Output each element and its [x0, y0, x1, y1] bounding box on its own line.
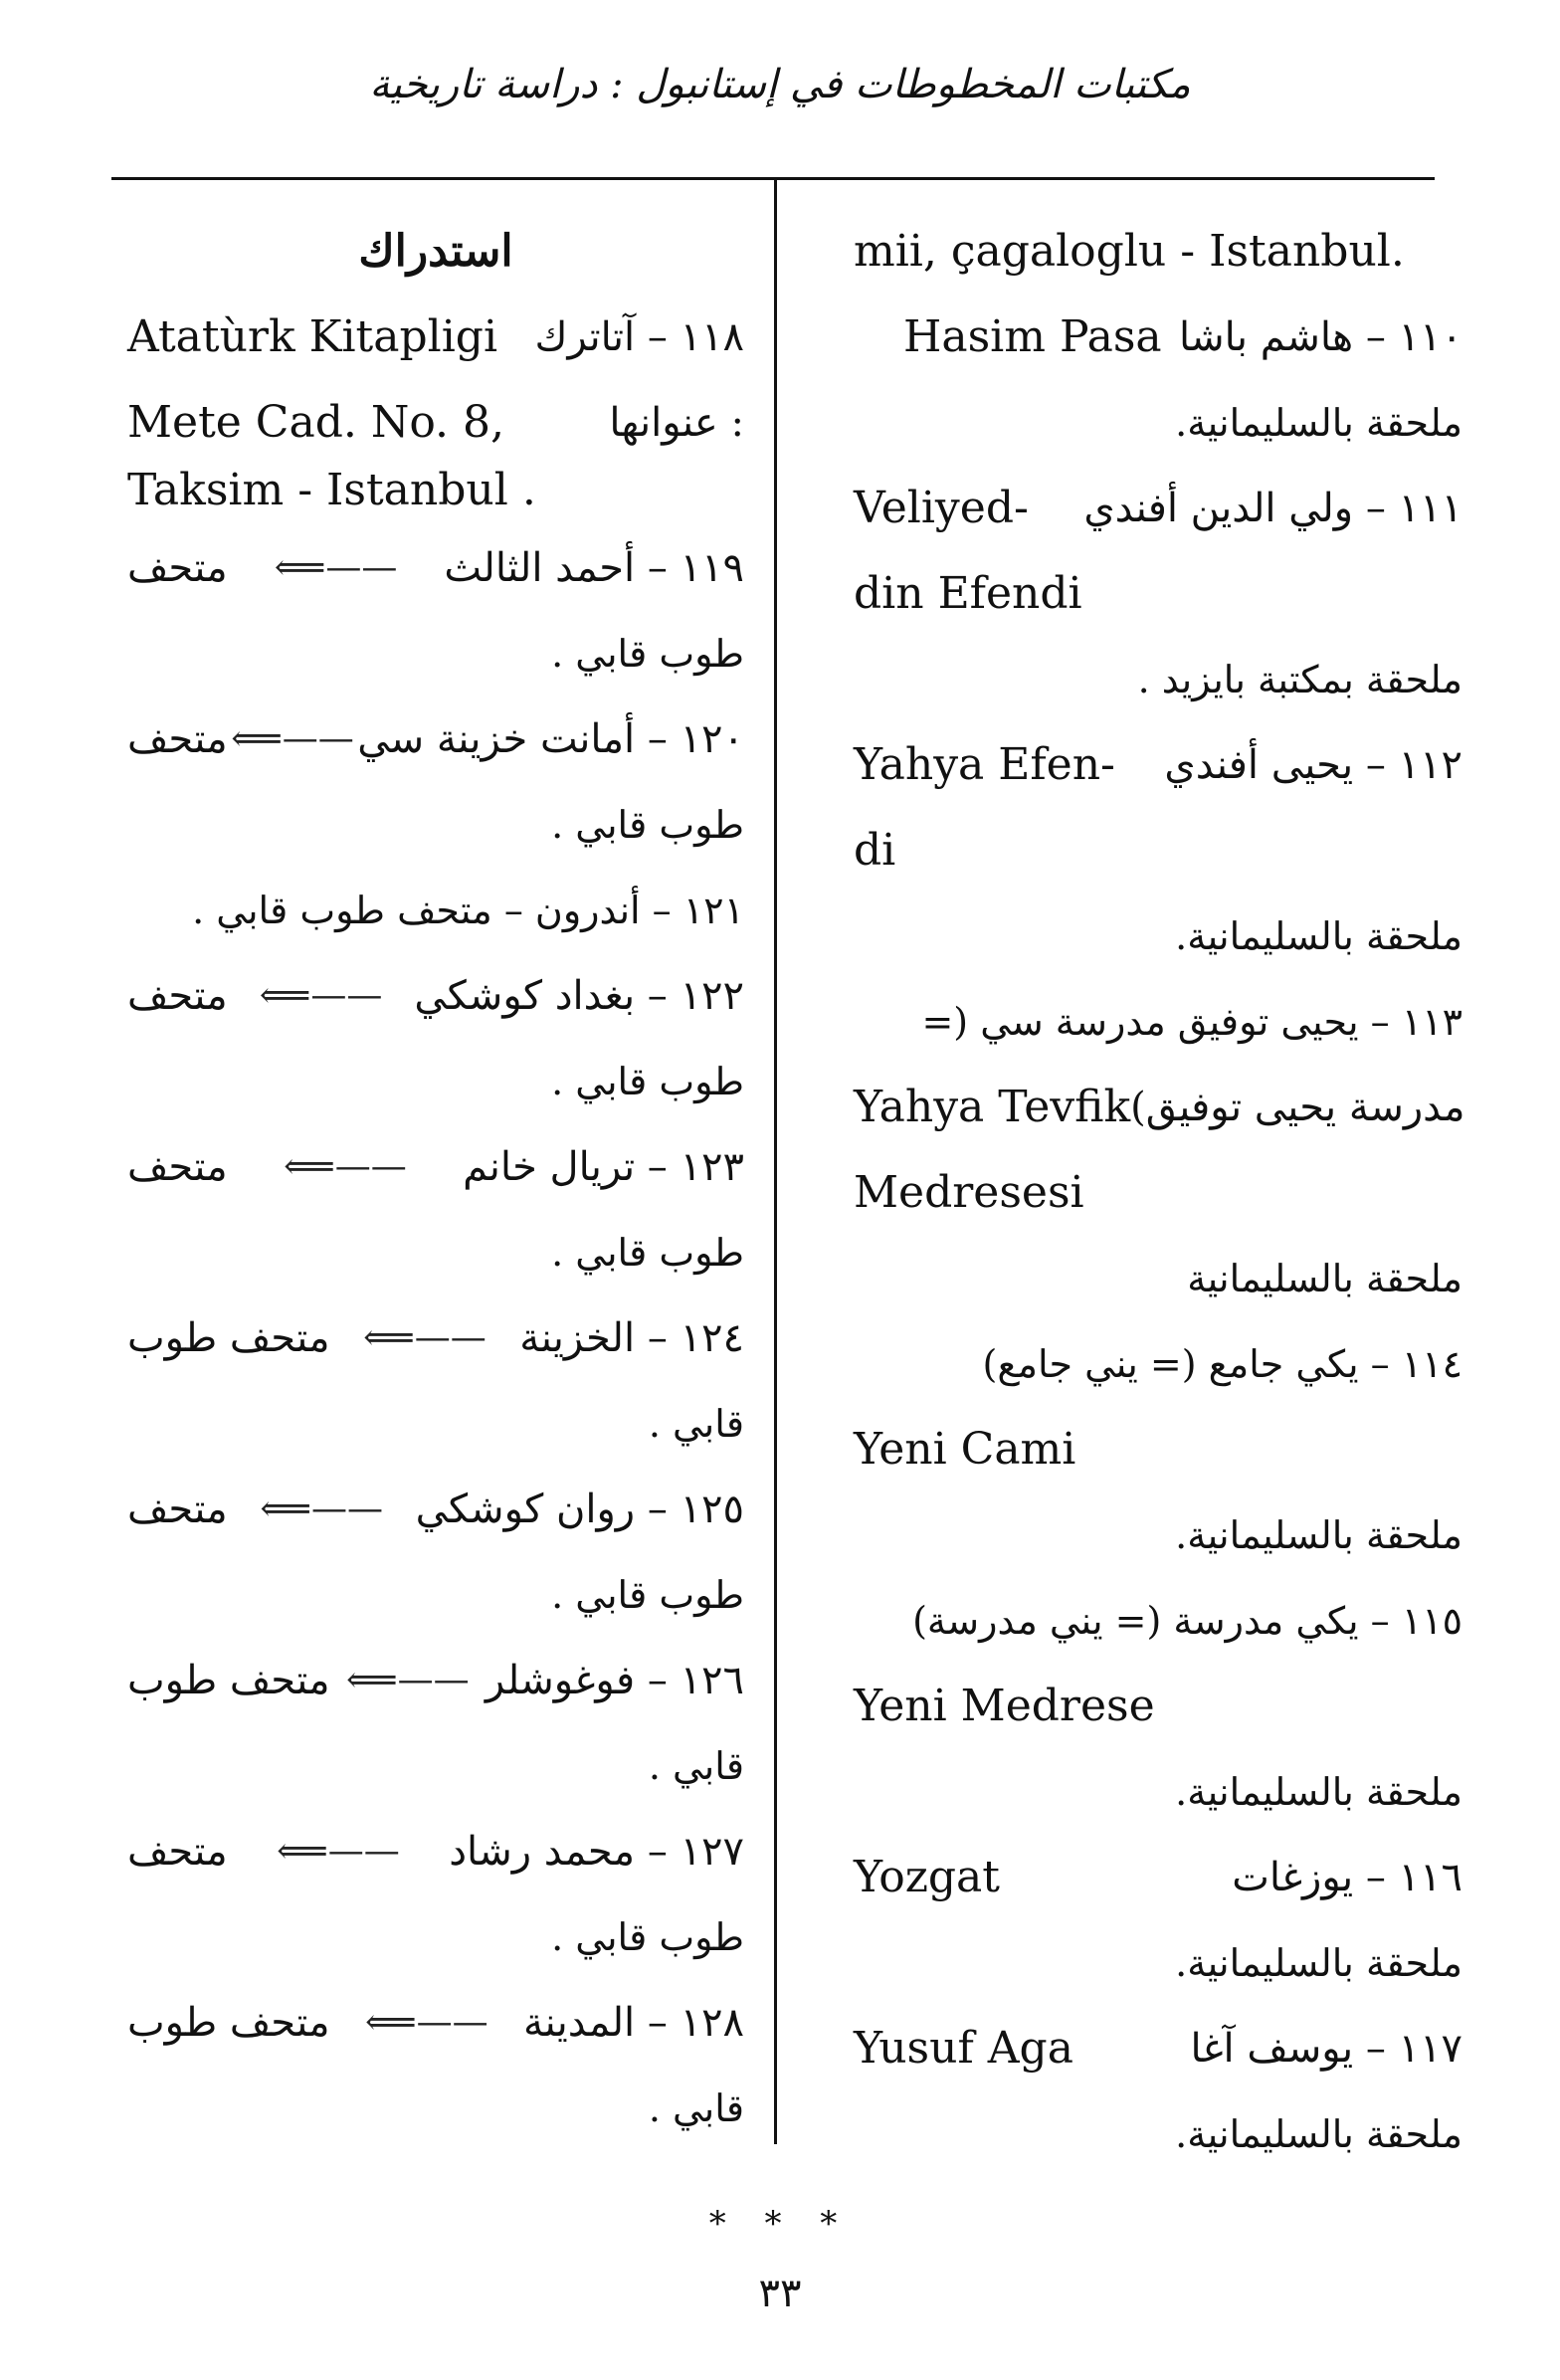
arrow-icon: ⟸——: [277, 1831, 400, 1872]
entry-latin-continued: di: [854, 825, 896, 876]
right-column: [854, 209, 1465, 2177]
entry-126: [127, 1638, 744, 1723]
entry-latin-name: Veliyed-: [854, 483, 1029, 533]
arrow-icon: ⟸——: [363, 1317, 487, 1358]
entry-continued: قابي .: [648, 1402, 744, 1446]
entry-117: [854, 2006, 1462, 2091]
entry-note: ملحقة بالسليمانية.: [1175, 1941, 1462, 1985]
entry-125: [127, 1467, 744, 1552]
entry-arabic-name: ١٢٥ – روان كوشكي: [415, 1487, 744, 1532]
entry-continued: طوب قابي .: [551, 1231, 744, 1275]
entry-continued: قابي .: [648, 1744, 744, 1788]
entry-continued: طوب قابي .: [551, 803, 744, 847]
entry-112: [854, 722, 1462, 808]
arrow-icon: ⟸——: [231, 718, 354, 759]
arrow-icon: ⟸——: [274, 547, 398, 588]
entry-destination: متحف: [127, 1487, 228, 1532]
running-header: مكتبات المخطوطات في إستانبول : دراسة تاريخية: [369, 62, 1191, 107]
entry-arabic-name: ١١٠ – هاشم باشا: [1178, 314, 1462, 360]
entry-111: [854, 466, 1462, 551]
entry-arabic-name: ١٢٣ – تريال خانم: [463, 1144, 744, 1190]
entry-124: [127, 1295, 744, 1381]
entry-note: ملحقة بالسليمانية.: [1175, 914, 1462, 958]
entry-destination: متحف: [127, 1829, 228, 1875]
arrow-icon: ⟸——: [345, 1660, 470, 1700]
entry-114: ١١٤ – يكي جامع (= يني جامع): [982, 1342, 1462, 1386]
entry-latin-name: Yeni Cami: [854, 1424, 1076, 1475]
entry-destination: متحف طوب: [127, 1315, 330, 1361]
entry-arabic-name: ١٢٧ – محمد رشاد: [449, 1829, 744, 1875]
entry-destination: متحف: [127, 1144, 228, 1190]
entry-arabic-name: ١١٧ – يوسف آغا: [1190, 2026, 1462, 2072]
entry-continued: قابي .: [648, 2086, 744, 2130]
entry-arabic-name: ١١٨ – آتاترك: [534, 314, 744, 360]
address-latin: Mete Cad. No. 8,: [127, 397, 505, 448]
entry-note: ملحقة بالسليمانية.: [1175, 1770, 1462, 1814]
entry-110: [854, 295, 1462, 380]
entry-128: [127, 1980, 744, 2066]
entry-116: [854, 1835, 1462, 1920]
entry-113-line2: [854, 1065, 1465, 1150]
arrow-icon: ⟸——: [260, 1488, 383, 1529]
entry-note: ملحقة بمكتبة بايزيد .: [1137, 658, 1462, 701]
entry-118: [127, 295, 744, 380]
column-divider: [774, 179, 777, 2144]
entry-destination: متحف: [127, 973, 228, 1019]
entry-latin-name: Yozgat: [854, 1852, 1000, 1902]
entry-113: ١١٣ – يحيى توفيق مدرسة سي (=: [921, 1000, 1462, 1044]
entry-127: [127, 1809, 744, 1894]
arrow-icon: ⟸——: [259, 975, 383, 1016]
arrow-icon: ⟸——: [365, 2002, 488, 2043]
entry-latin-continued: Medresesi: [854, 1167, 1084, 1218]
entry-latin-name: Atatùrk Kitapligi: [127, 311, 498, 362]
entry-continued: طوب قابي .: [551, 1915, 744, 1959]
entry-arabic-name: ١٢٠ – أمانت خزينة سي: [357, 716, 744, 762]
section-title: استدراك: [358, 226, 513, 277]
entry-latin-name: Yahya Efen-: [854, 739, 1115, 790]
entry-122: [127, 953, 744, 1039]
entry-latin-name: Yahya Tevfik: [854, 1082, 1131, 1132]
entry-123: [127, 1124, 744, 1210]
entry-arabic-name: ١١٩ – أحمد الثالث: [444, 545, 744, 591]
entry-latin-name: Yeni Medrese: [854, 1681, 1155, 1731]
address-line: [127, 380, 744, 466]
entry-continued: طوب قابي .: [551, 1060, 744, 1103]
entry-arabic-name: ١١٦ – يوزغات: [1232, 1855, 1462, 1900]
entry-note: ملحقة بالسليمانية.: [1175, 401, 1462, 445]
entry-continued: طوب قابي .: [551, 1573, 744, 1617]
entry-continued: طوب قابي .: [551, 632, 744, 676]
entry-arabic-name: ١٢٤ – الخزينة: [519, 1315, 744, 1361]
entry-destination: متحف: [127, 716, 228, 762]
entry-note: ملحقة بالسليمانية.: [1175, 2112, 1462, 2156]
entry-arabic-name: ١٢٨ – المدينة: [523, 2000, 744, 2046]
section-end-stars: * * *: [708, 2204, 852, 2244]
entry-latin-continued: din Efendi: [854, 568, 1082, 619]
entry-115: ١١٥ – يكي مدرسة (= يني مدرسة): [912, 1599, 1462, 1643]
entry-119: [127, 525, 744, 611]
entry-arabic-name: ١٢٢ – بغداد كوشكي: [414, 973, 744, 1019]
address-arabic-label: : عنوانها: [609, 400, 744, 446]
entry-latin-name: Hasim Pasa: [903, 311, 1162, 362]
address-city: Taksim - Istanbul .: [127, 465, 536, 515]
entry-120: [127, 696, 744, 782]
header-rule: [111, 177, 1435, 180]
continuation-line: mii, çagaloglu - Istanbul.: [854, 226, 1405, 277]
page-number: ٣٣: [758, 2271, 802, 2316]
entry-121: ١٢١ – أندرون – متحف طوب قابي .: [192, 889, 744, 932]
entry-destination: متحف طوب: [127, 2000, 330, 2046]
entry-note: ملحقة بالسليمانية: [1187, 1257, 1462, 1300]
entry-destination: متحف طوب: [127, 1658, 330, 1703]
entry-arabic-name: ١١١ – ولي الدين أفندي: [1083, 486, 1462, 531]
entry-arabic-name: ١٢٦ – فوغوشلر: [485, 1658, 744, 1703]
left-column: [127, 209, 744, 2151]
entry-arabic-name: ١١٢ – يحيى أفندي: [1164, 742, 1462, 788]
entry-destination: متحف: [127, 545, 228, 591]
arrow-icon: ⟸——: [284, 1146, 407, 1187]
entry-note: ملحقة بالسليمانية.: [1175, 1513, 1462, 1557]
entry-latin-name: Yusuf Aga: [854, 2023, 1073, 2074]
entry-arabic-name: مدرسة يحيى توفيق): [1130, 1085, 1465, 1130]
